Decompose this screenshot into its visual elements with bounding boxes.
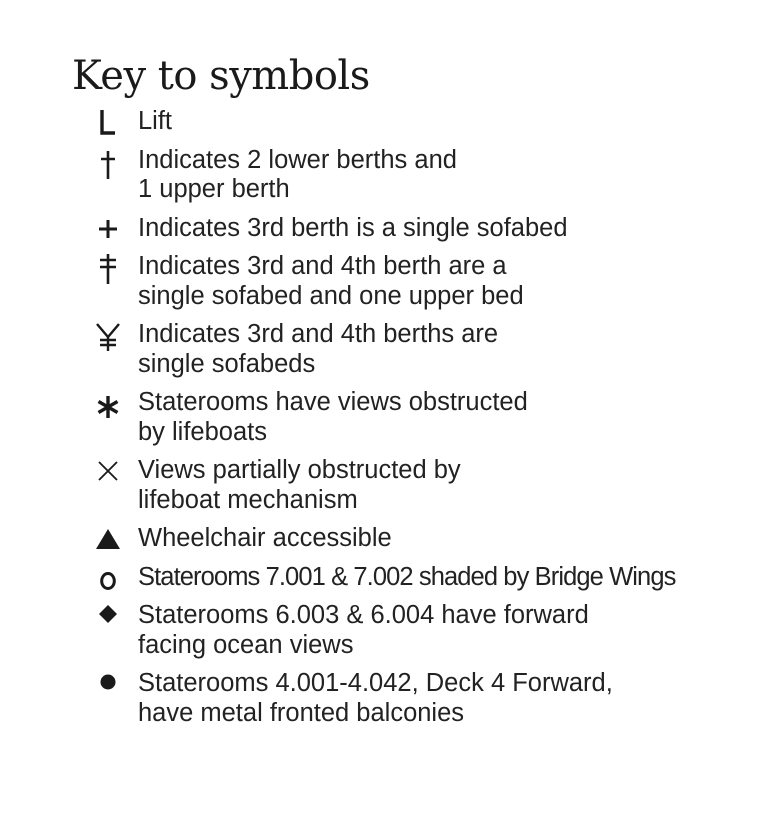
- key-label: by lifeboats: [138, 417, 267, 446]
- key-item-diamond: [94, 601, 675, 660]
- key-label: have metal fronted balconies: [138, 698, 465, 727]
- key-label: Staterooms 6.003 & 6.004 have forward: [138, 601, 589, 629]
- key-item-yen: [94, 320, 675, 379]
- lift-icon: [94, 107, 122, 137]
- key-item-circle-outline: [94, 563, 675, 593]
- key-label: Staterooms 4.001-4.042, Deck 4 Forward,: [138, 669, 613, 697]
- key-label: single sofabeds: [138, 349, 316, 378]
- key-item-lift: [94, 107, 675, 137]
- key-label: Staterooms 7.001 & 7.002 shaded by Bridge Wings: [138, 562, 676, 591]
- key-item-plus: [94, 214, 675, 244]
- double-cross-icon: [94, 254, 122, 284]
- key-label: facing ocean views: [138, 630, 354, 659]
- key-label: 1 upper berth: [138, 175, 290, 203]
- dagger-icon: [94, 150, 122, 180]
- triangle-icon: [94, 524, 122, 554]
- key-label: Wheelchair accessible: [138, 524, 392, 552]
- diamond-icon: [94, 599, 122, 629]
- key-item-cross: [94, 456, 675, 515]
- asterisk-icon: [94, 392, 122, 422]
- key-label: single sofabed and one upper bed: [138, 281, 524, 310]
- key-label: Indicates 3rd berth is a single sofabed: [138, 213, 568, 242]
- key-label: Indicates 2 lower berths and: [138, 145, 457, 174]
- plus-icon: [94, 214, 122, 244]
- yen-icon: [94, 322, 122, 352]
- key-label: Staterooms have views obstructed: [138, 388, 528, 416]
- cross-icon: [94, 456, 122, 486]
- key-item-filled-circle: [94, 669, 675, 728]
- key-item-asterisk: [94, 388, 675, 447]
- key-label: Lift: [138, 107, 173, 135]
- key-item-dagger: [94, 146, 675, 205]
- key-label: Views partially obstructed by: [138, 456, 461, 484]
- filled-circle-icon: [94, 667, 122, 697]
- key-label: Indicates 3rd and 4th berths are: [138, 320, 499, 348]
- key-label: Indicates 3rd and 4th berth are a: [138, 252, 507, 280]
- symbol-key-list: [94, 107, 675, 737]
- key-label: lifeboat mechanism: [138, 485, 358, 514]
- key-item-double-cross: [94, 252, 675, 311]
- key-item-triangle: [94, 524, 675, 554]
- circle-outline-icon: [94, 566, 122, 596]
- page-title: Key to symbols: [72, 53, 370, 99]
